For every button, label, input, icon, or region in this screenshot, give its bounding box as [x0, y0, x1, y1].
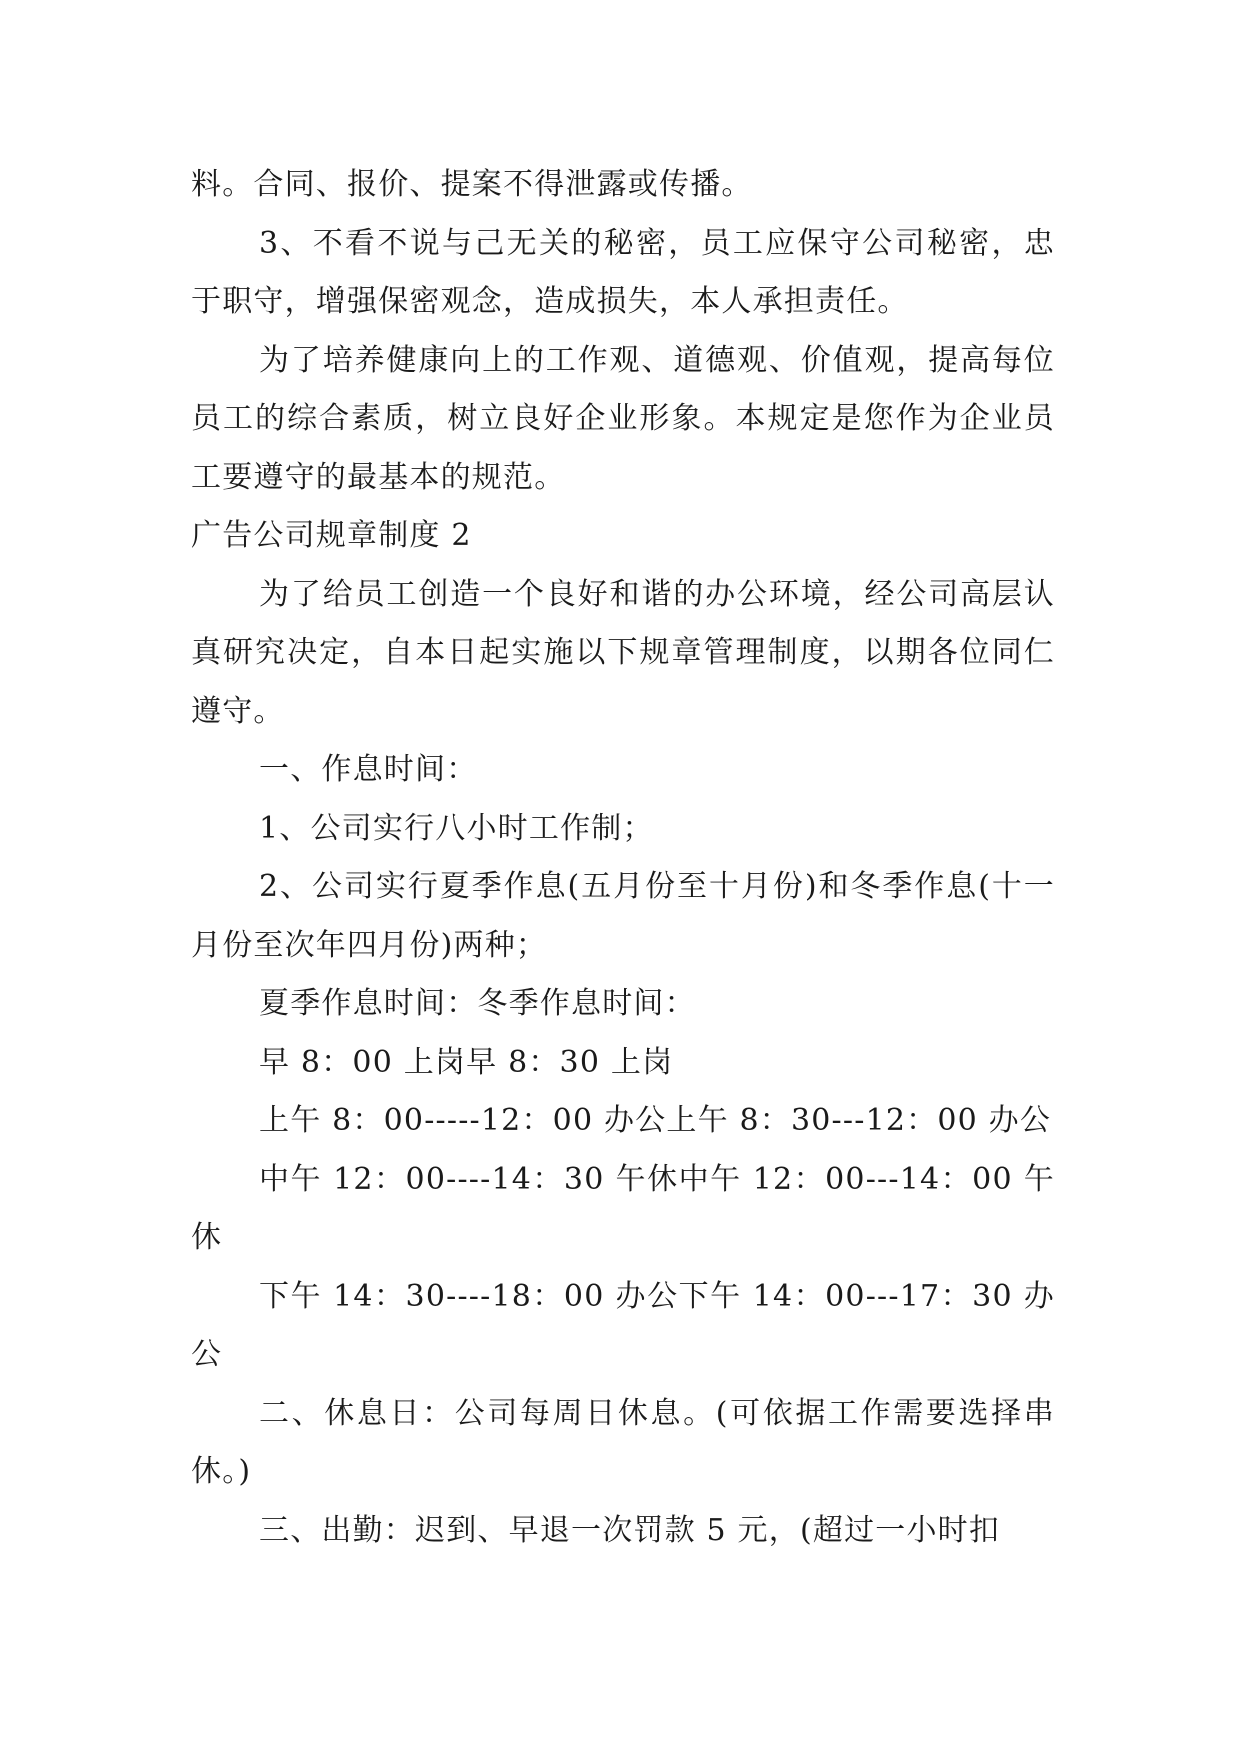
paragraph-schedule-headers: 夏季作息时间：冬季作息时间：	[259, 986, 696, 1021]
paragraph-attendance: 三、出勤：迟到、早退一次罚款 5 元，(超过一小时扣	[259, 1512, 1001, 1548]
paragraph-noon-break: 中午 12：00----14：30 午休中午 12：00---14：00 午休	[191, 1161, 1055, 1255]
paragraph-start-time: 早 8：00 上岗早 8：30 上岗	[259, 1044, 674, 1080]
paragraph-work-hours-title: 一、作息时间：	[259, 752, 478, 787]
paragraph-purpose: 为了培养健康向上的工作观、道德观、价值观，提高每位员工的综合素质，树立良好企业形象。本规定是您作为企业员工要遵守的最基本的规范。	[191, 342, 1055, 495]
paragraph-afternoon-hours: 下午 14：30----18：00 办公下午 14：00---17：30 办公	[191, 1278, 1055, 1372]
paragraph-intro: 为了给员工创造一个良好和谐的办公环境，经公司高层认真研究决定，自本日起实施以下规章管理制度，以期各位同仁遵守。	[191, 576, 1055, 729]
paragraph-eight-hour-rule: 1、公司实行八小时工作制；	[259, 810, 654, 846]
paragraph-rule-3-secrets: 3、不看不说与己无关的秘密，员工应保守公司秘密，忠于职守，增强保密观念，造成损失，本人承担责任。	[191, 225, 1055, 319]
paragraph-seasonal-schedule: 2、公司实行夏季作息(五月份至十月份)和冬季作息(十一月份至次年四月份)两种；	[191, 869, 1055, 963]
paragraph-morning-hours: 上午 8：00-----12：00 办公上午 8：30---12：00 办公	[259, 1103, 1052, 1138]
document-body	[191, 156, 1055, 1560]
paragraph-confidential-materials: 料。合同、报价、提案不得泄露或传播。	[191, 167, 753, 202]
paragraph-rest-day: 二、休息日：公司每周日休息。(可依据工作需要选择串休。)	[191, 1395, 1055, 1489]
section-heading: 广告公司规章制度 2	[191, 518, 472, 553]
